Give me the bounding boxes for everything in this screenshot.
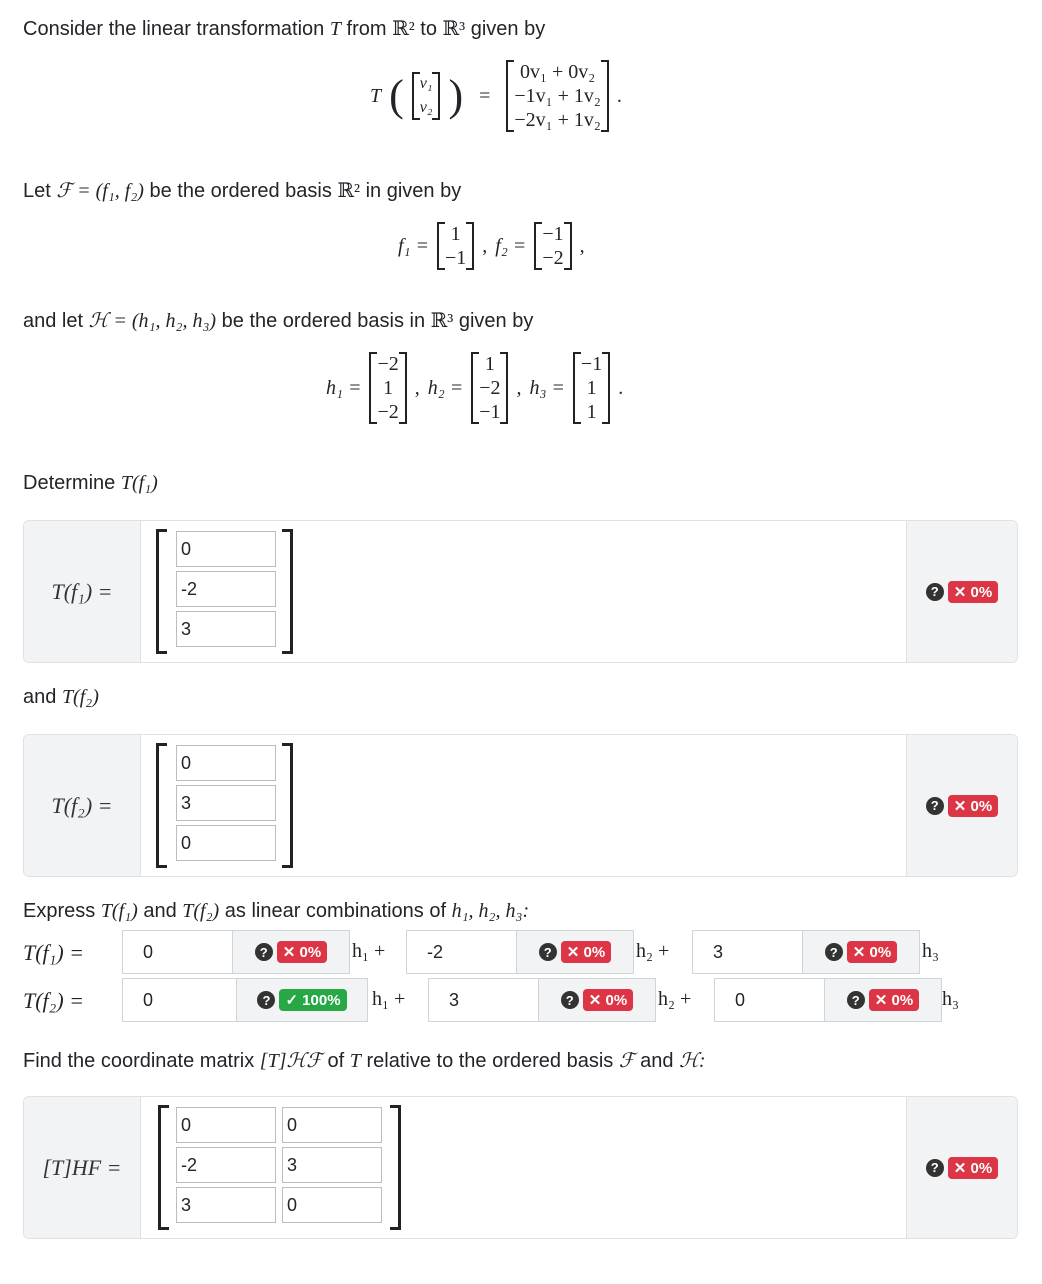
intro-T: T [329,18,341,40]
q4-input-r1c2[interactable] [282,1107,382,1143]
h2-entry: 1 [484,353,495,375]
intro-R2: ℝ² [392,18,415,40]
f2-entry: −2 [542,247,564,269]
transform-result [506,60,609,132]
score-badge: ✕ 0% [583,989,633,1011]
q3-and: and [143,900,177,922]
q3-tf2: T(f₂) [182,900,220,922]
h2-vector [471,352,508,424]
intro-from: from [346,18,387,40]
h3-entry: 1 [586,401,597,423]
q3-row1-input-1[interactable] [122,930,350,974]
f1-entry: −1 [445,247,467,269]
score-badge: ✕ 0% [869,989,919,1011]
q4-panel [23,1096,1018,1239]
q4-input-r2c1[interactable] [176,1147,276,1183]
q4-input-r3c2[interactable] [282,1187,382,1223]
score-badge: ✕ 0% [277,941,327,963]
q4-status [906,1097,1017,1238]
q3-row1-suffix-1: h₁ + [352,940,386,962]
input-value: 0 [143,990,154,1010]
q2-panel [23,734,1018,877]
q1-left-bracket [156,529,167,654]
intro-R3: ℝ³ [442,18,466,40]
q4-mid2: relative to the ordered basis [366,1050,614,1072]
q3-mid: as linear combinations of [224,900,447,922]
q3-row2-suffix-3: h₃ [942,988,959,1010]
help-icon[interactable]: ? [926,797,944,815]
transform-formula: T ( v₁ v₂ ) = 0v₁ + 0v₂ −1v₁ + 1v₂ −2v₁ + 1v₂ . [370,61,622,131]
h3-label: h₃ = [529,376,565,399]
q3-row1-suffix-3: h₃ [922,940,939,962]
q3-row2-status-2 [538,979,655,1021]
v2: v₂ [419,99,433,116]
q1-expr: T(f₁) [120,472,158,494]
q2-status [906,735,1017,876]
q4-right-bracket [390,1105,401,1230]
q4-H: ℋ: [679,1050,706,1072]
basisF-end: in given by [365,180,462,202]
transform-row2: −1v₁ + 1v₂ [514,85,601,107]
q3-row1-status-3 [802,931,919,973]
q3-row1-input-2[interactable] [406,930,634,974]
score-badge: ✕ 0% [561,941,611,963]
q3-row2-status-1 [236,979,367,1021]
h1-label: h₁ = [326,376,362,399]
q4-prompt [23,1048,706,1073]
basisH-end: given by [458,310,534,332]
h3-entry: 1 [586,377,597,399]
basisF-R2: ℝ² [337,180,361,202]
input-value: 3 [713,942,724,962]
q2-input-1[interactable] [176,745,276,781]
f2-entry: −1 [542,223,564,245]
help-icon[interactable]: ? [825,943,843,961]
basisH-R3: ℝ³ [430,310,454,332]
f2-vector [534,222,571,270]
h1-entry: 1 [383,377,394,399]
help-icon[interactable]: ? [926,1159,944,1177]
transform-row3: −2v₁ + 1v₂ [514,109,601,131]
q3-row1-input-3[interactable] [692,930,920,974]
f1-entry: 1 [450,223,461,245]
help-icon[interactable]: ? [847,991,865,1009]
q3-row2-suffix-1: h₁ + [372,988,406,1010]
q2-expr: T(f₂) [61,686,99,708]
q3-row1-status-2 [516,931,633,973]
transform-row1: 0v₁ + 0v₂ [520,61,596,83]
v1: v₁ [419,75,433,92]
h2-entry: −1 [479,401,501,423]
q3-row2-suffix-2: h₂ + [658,988,692,1010]
intro-text [23,16,545,41]
q3-prompt [23,900,529,923]
q2-text: and [23,686,57,708]
q4-TH: [T]ℋℱ [259,1050,322,1072]
input-value: 0 [143,942,154,962]
q3-row2-input-2[interactable] [428,978,656,1022]
q1-text: Determine [23,472,116,494]
help-icon[interactable]: ? [255,943,273,961]
q3-tf1: T(f₁) [100,900,138,922]
h2-label: h₂ = [427,376,464,399]
help-icon[interactable]: ? [561,991,579,1009]
q3-row1-status-1 [232,931,349,973]
basisF-mid: be the ordered basis [149,180,332,202]
basisF-text [23,178,461,203]
v-vector [412,72,441,120]
help-icon[interactable]: ? [257,991,275,1009]
q1-input-2[interactable] [176,571,276,607]
q3-prefix: Express [23,900,96,922]
h3-vector [573,352,610,424]
q2-input-3[interactable] [176,825,276,861]
q1-panel [23,520,1018,663]
score-badge: ✕ 0% [948,581,998,603]
f1-vector [437,222,474,270]
q3-row2-label: T(f₂) = [23,988,84,1013]
f2-label: f₂ = [495,234,527,257]
basisF-vectors: f₁ = 1 −1 , f₂ = −1 −2 , [398,223,585,269]
q4-prefix: Find the coordinate matrix [23,1050,255,1072]
q1-label: T(f₁) = [24,521,141,662]
q2-input-2[interactable] [176,785,276,821]
intro-given-by: given by [470,18,546,40]
q1-status [906,521,1017,662]
q3-row2-input-3[interactable] [714,978,942,1022]
h1-entry: −2 [377,353,399,375]
input-value: 3 [449,990,460,1010]
transform-T: T [370,84,382,107]
help-icon[interactable]: ? [926,583,944,601]
q2-prompt [23,686,99,709]
score-badge: ✕ 0% [847,941,897,963]
q1-right-bracket [282,529,293,654]
q4-T: T [349,1050,361,1072]
q3-hs: h₁, h₂, h₃: [451,900,530,922]
help-icon[interactable]: ? [539,943,557,961]
q4-F: ℱ [618,1050,635,1072]
q3-row2-input-1[interactable] [122,978,368,1022]
q3-row2-status-3 [824,979,941,1021]
q1-input-1[interactable] [176,531,276,567]
score-badge: ✕ 0% [948,1157,998,1179]
input-value: -2 [427,942,444,962]
h1-vector [369,352,406,424]
q1-input-3[interactable] [176,611,276,647]
q1-prompt [23,472,158,495]
h3-entry: −1 [580,353,603,375]
q3-row1-label: T(f₁) = [23,940,84,965]
q4-and: and [640,1050,674,1072]
q4-input-r2c2[interactable] [282,1147,382,1183]
score-badge: ✓ 100% [279,989,346,1011]
intro-prefix: Consider the linear transformation [23,18,325,40]
score-badge: ✕ 0% [948,795,998,817]
q4-input-r3c1[interactable] [176,1187,276,1223]
basisF-prefix: Let [23,180,51,202]
input-value: 0 [735,990,746,1010]
q3-row1-suffix-2: h₂ + [636,940,670,962]
basisH-prefix: and let [23,310,84,332]
q2-label: T(f₂) = [24,735,141,876]
basisH-vectors: h₁ = −2 1 −2 , h₂ = 1 −2 −1 , h₃ = −1 1 1 . [326,353,624,423]
basisH-H: ℋ = (h₁, h₂, h₃) [88,310,217,332]
basisH-text [23,308,533,333]
q4-left-bracket [158,1105,169,1230]
h2-entry: −2 [479,377,501,399]
q4-mid: of [327,1050,345,1072]
basisH-mid: be the ordered basis in [221,310,426,332]
q2-right-bracket [282,743,293,868]
basisF-F: ℱ = (f₁, f₂) [56,180,144,202]
h1-entry: −2 [377,401,399,423]
intro-to: to [420,18,437,40]
q4-input-r1c1[interactable] [176,1107,276,1143]
q4-label: [T]HF = [24,1097,141,1238]
f1-label: f₁ = [398,234,430,257]
q2-left-bracket [156,743,167,868]
